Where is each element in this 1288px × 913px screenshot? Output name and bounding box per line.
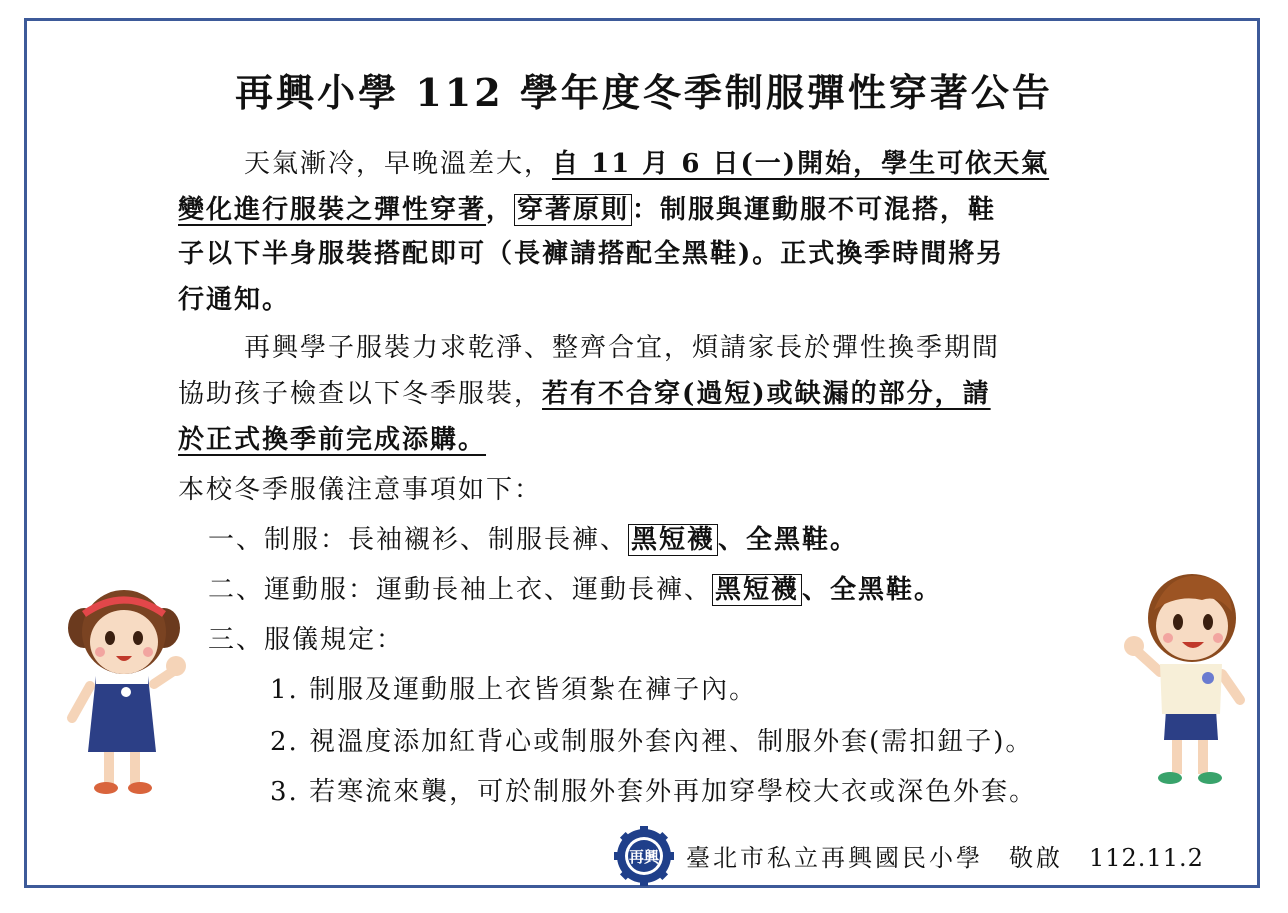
para1-line2: 變化進行服裝之彈性穿著， 穿著原則 ：制服與運動服不可混搭，鞋: [178, 195, 997, 225]
flexible-wear-highlight: 變化進行服裝之彈性穿著: [178, 195, 487, 225]
black-socks-box: 黑短襪: [712, 574, 802, 606]
rule-item: 1. 制服及運動服上衣皆須紮在褲子內。: [270, 675, 758, 705]
principle-box: 穿著原則: [514, 194, 632, 226]
para2-line1: 再興學子服裝力求乾淨、整齊合宜，煩請家長於彈性換季期間: [244, 333, 1001, 363]
rule-item: 2. 視溫度添加紅背心或制服外套內裡、制服外套(需扣鈕子)。: [270, 727, 1034, 757]
para2-line2: 協助孩子檢查以下冬季服裝，若有不合穿(過短)或缺漏的部分，請: [178, 379, 991, 409]
rule-item: 3. 若寒流來襲，可於制服外套外再加穿學校大衣或深色外套。: [270, 777, 1038, 807]
notice-title: 再興小學 112 學年度冬季制服彈性穿著公告: [235, 70, 1053, 115]
start-date-highlight: 自 11 月 6 日(一)開始，學生可依天氣: [552, 149, 1050, 179]
notice-intro: 本校冬季服儀注意事項如下：: [178, 475, 543, 505]
purchase-highlight: 若有不合穿(過短)或缺漏的部分，請: [542, 379, 991, 409]
black-socks-box: 黑短襪: [628, 524, 718, 556]
closing-phrase: 敬啟: [1009, 844, 1063, 872]
school-name: 臺北市私立再興國民小學: [686, 844, 983, 872]
para1-line3: 子以下半身服裝搭配即可（長褲請搭配全黑鞋)。正式換季時間將另: [178, 239, 1005, 269]
item-uniform: 一、制服：長袖襯衫、制服長褲、 黑短襪 、全黑鞋。: [208, 525, 859, 555]
para1-line4: 行通知。: [178, 285, 291, 315]
para1-line1: 天氣漸冷，早晚溫差大，自 11 月 6 日(一)開始，學生可依天氣: [244, 149, 1050, 179]
seal-text: 再興: [628, 848, 660, 866]
boy-student-illustration: [1118, 560, 1254, 792]
notice-date: 112.11.2: [1089, 844, 1204, 872]
para2-line3: 於正式換季前完成添購。: [178, 425, 487, 455]
footer-signature: [686, 838, 1204, 873]
item-dress-code: 三、服儀規定：: [208, 625, 405, 655]
girl-student-illustration: [60, 576, 190, 800]
school-seal-icon: [614, 826, 674, 886]
item-sportswear: 二、運動服：運動長袖上衣、運動長褲、 黑短襪 、全黑鞋。: [208, 575, 943, 605]
